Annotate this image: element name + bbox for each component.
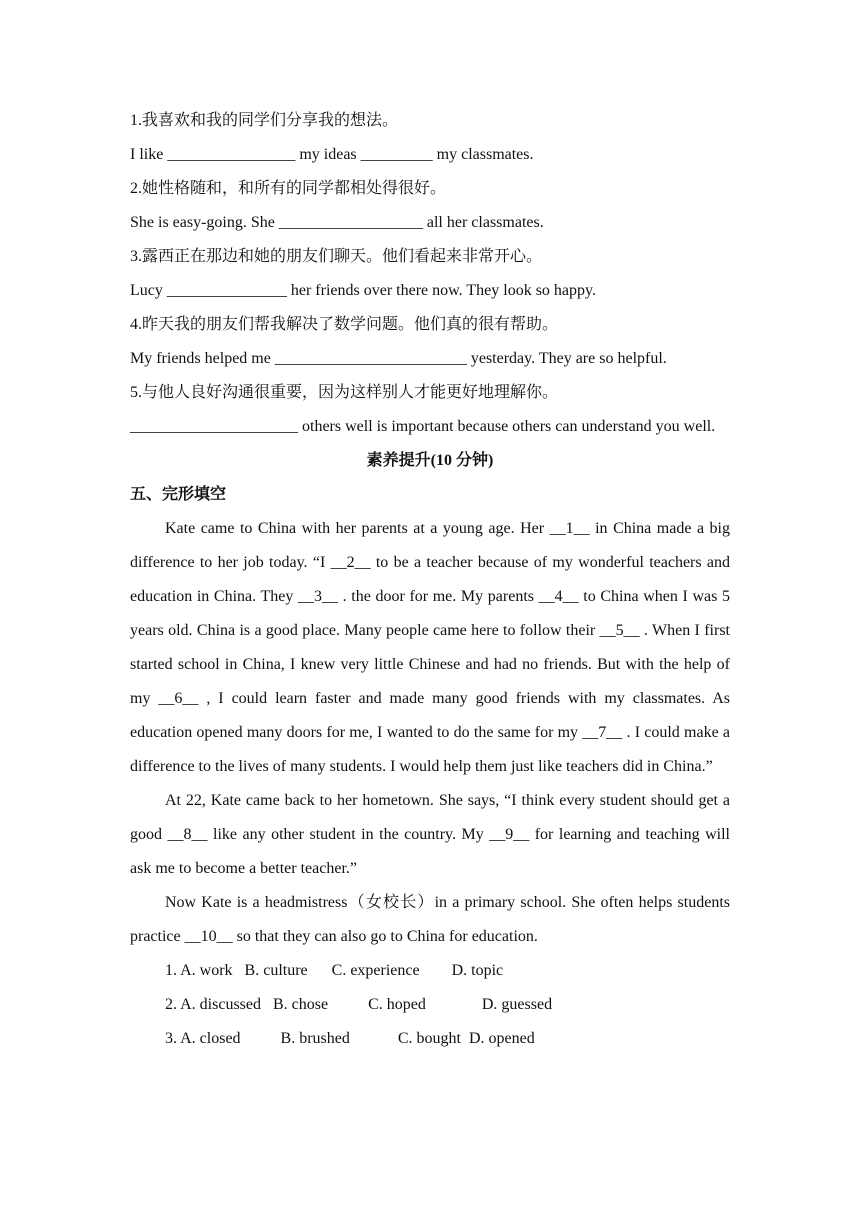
passage-paragraph-2: At 22, Kate came back to her hometown. She says, “I think every student should get a good __8__ like any other student in the country. My __9__ for learning and teaching will ask me to become a better teacher.” (130, 792, 730, 877)
translation-2-chinese: 2.她性格随和，和所有的同学都相处得很好。 (130, 180, 447, 197)
document-page (130, 104, 730, 1056)
translation-4-english: My friends helped me ________________________ yesterday. They are so helpful. (130, 350, 667, 367)
translation-2-english: She is easy-going. She __________________ all her classmates. (130, 214, 544, 231)
translation-5-english: _____________________ others well is important because others can understand you well. (130, 418, 716, 435)
translation-1-chinese: 1.我喜欢和我的同学们分享我的想法。 (130, 112, 399, 129)
question-1-options: 1. A. work B. culture C. experience D. topic (165, 962, 504, 979)
section-heading: 五、完形填空 (130, 486, 227, 503)
translation-3-chinese: 3.露西正在那边和她的朋友们聊天。他们看起来非常开心。 (130, 248, 543, 265)
translation-1-english: I like ________________ my ideas _________ my classmates. (130, 146, 534, 163)
question-2-options: 2. A. discussed B. chose C. hoped D. guessed (165, 996, 553, 1013)
translation-3-english: Lucy _______________ her friends over there now. They look so happy. (130, 282, 596, 299)
passage-paragraph-1: Kate came to China with her parents at a young age. Her __1__ in China made a big difference to her job today. “I __2__ to be a teacher because of my wonderful teachers and education in China. They __3__ . the door for me. My parents __4__ to China when I was 5 years old. China is a good place. Many people came here to follow their __5__ . When I first started school in China, I knew very little Chinese and had no friends. But with the help of my __6__ , I could learn faster and made many good friends with my classmates. As education opened many doors for me, I wanted to do the same for my __7__ . I could make a difference to the lives of many students. I would help them just like teachers did in China.” (130, 520, 730, 775)
section-title: 素养提升(10 分钟) (366, 452, 494, 469)
passage-paragraph-3: Now Kate is a headmistress（女校长）in a primary school. She often helps students practice __10__ so that they can also go to China for education. (130, 894, 730, 945)
question-3-options: 3. A. closed B. brushed C. bought D. opened (165, 1030, 535, 1047)
translation-4-chinese: 4.昨天我的朋友们帮我解决了数学问题。他们真的很有帮助。 (130, 316, 559, 333)
translation-5-chinese: 5.与他人良好沟通很重要，因为这样别人才能更好地理解你。 (130, 384, 559, 401)
